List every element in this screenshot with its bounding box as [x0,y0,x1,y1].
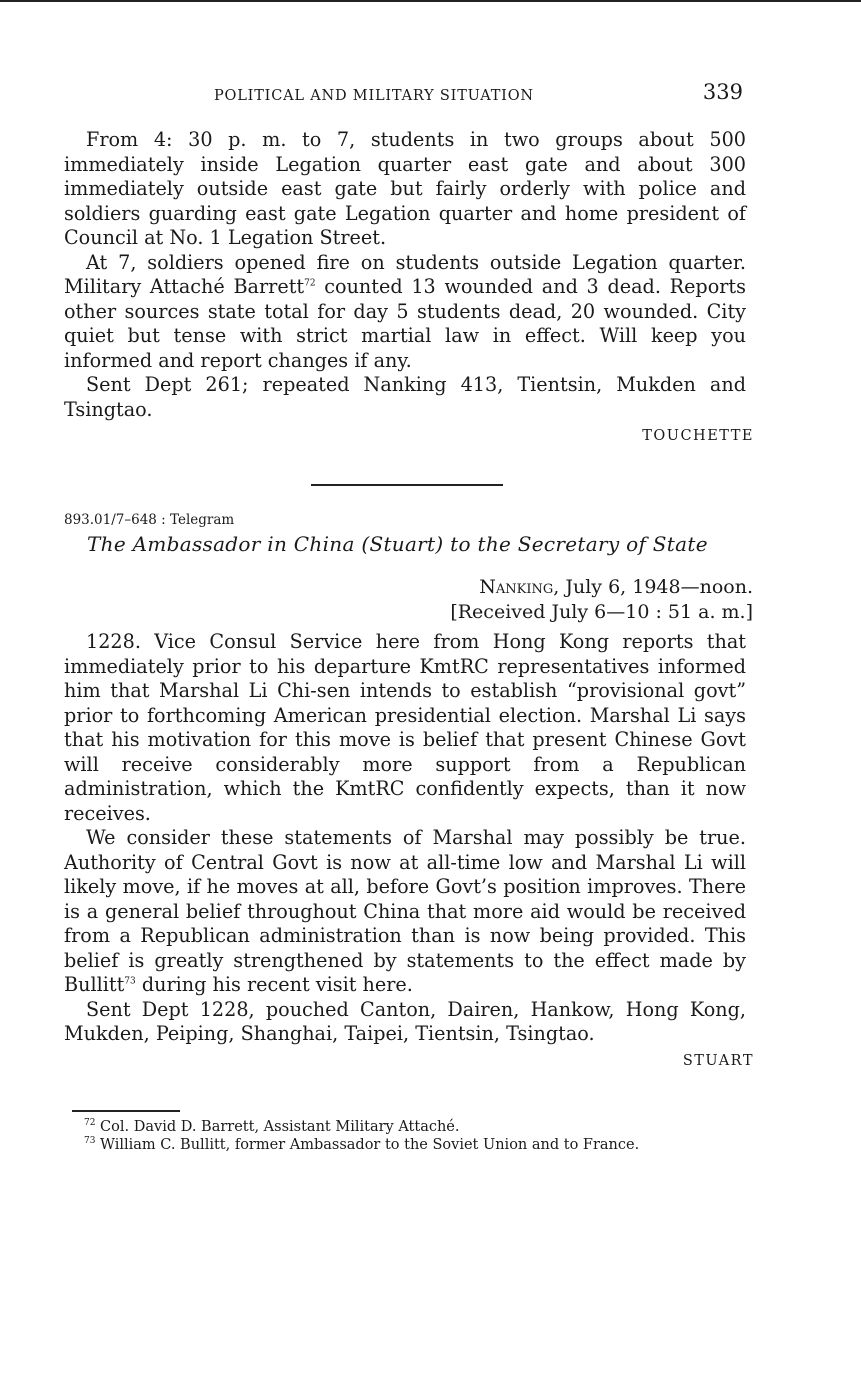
signature-stuart [64,1051,754,1069]
footnotes [84,1118,764,1154]
footnote-73 [84,1136,764,1154]
file-reference: 893.01/7–648 : Telegram [64,512,235,528]
footnote-ref-73: 73 [124,976,136,987]
signature-touchette-text: TOUCHETTE [642,428,754,444]
telegram-1-paragraph-3: Sent Dept 261; repeated Nanking 413, Tientsin, Mukden and Tsingtao. [64,373,746,421]
dateline-date: , July 6, 1948—noon. [553,576,753,598]
telegram-1-paragraph-1: From 4: 30 p. m. to 7, students in two groups about 500 immediately inside Legation quarter east gate and about 300 immediately outside east gate but fairly orderly with police and soldiers guarding east gate Legation quarter and home president of Council at No. 1 Legation Street. [64,128,746,249]
signature-stuart-text: STUART [682,1052,754,1069]
footnote-72-text: Col. David D. Barrett, Assistant Military Attaché. [95,1119,460,1135]
telegram-1-paragraph-2 [64,251,746,374]
footnote-72-number: 72 [84,1118,96,1129]
telegram-2-paragraph-2-text-b: during his recent visit here. [135,973,413,996]
telegram-2-paragraph-2 [64,826,746,998]
footnote-rule [72,1110,180,1112]
footnote-72 [84,1118,764,1136]
telegram-2-paragraph-3: Sent Dept 1228, pouched Canton, Dairen, Hankow, Hong Kong, Mukden, Peiping, Shanghai, Taipei, Tientsin, Tsingtao. [64,997,746,1045]
telegram-2-paragraph-2-text-a: We consider these statements of Marshal may possibly be true. Authority of Central Govt is now at all-time low and Marshal Li will likely move, if he moves at all, before Govt’s position improves. There is a general belief throughout China that more aid would be received from a Republican administration than is now being provided. This belief is greatly strengthened by statements to the effect made by Bullitt [64,826,746,996]
document-title: The Ambassador in China (Stuart) to the Secretary of State [87,532,708,556]
received-line: [Received July 6—10 : 51 a. m.] [450,601,753,623]
telegram-1-paragraph-2-text-b: counted 13 wounded and 3 dead. Reports other sources state total for day 5 students dead, 20 wounded. City quiet but tense with strict martial law in effect. Will keep you informed and report changes if any. [64,275,746,372]
footnote-73-text: William C. Bullitt, former Ambassador to the Soviet Union and to France. [95,1137,640,1153]
footnote-ref-72: 72 [304,278,316,289]
running-head: POLITICAL AND MILITARY SITUATION [214,88,534,104]
dateline-place: Nanking [479,576,554,598]
telegram-1-paragraph-2-text-a: At 7, soldiers opened fire on students outside Legation quarter. Military Attaché Barrett [64,250,746,298]
top-rule [0,0,861,2]
dateline [479,576,753,598]
telegram-2-body [64,630,754,1069]
signature-touchette [64,426,754,444]
section-divider [311,484,503,486]
telegram-1-body [64,128,754,444]
footnote-73-number: 73 [84,1136,96,1147]
telegram-2-paragraph-1: 1228. Vice Consul Service here from Hong Kong reports that immediately prior to his departure KmtRC representatives informed him that Marshal Li Chi-sen intends to establish “provisional govt” prior to forthcoming American presidential election. Marshal Li says that his motivation for this move is belief that present Chinese Govt will receive considerably more support from a Republican administration, which the KmtRC confidently expects, than it now receives. [64,630,746,825]
page-number: 339 [702,80,743,104]
